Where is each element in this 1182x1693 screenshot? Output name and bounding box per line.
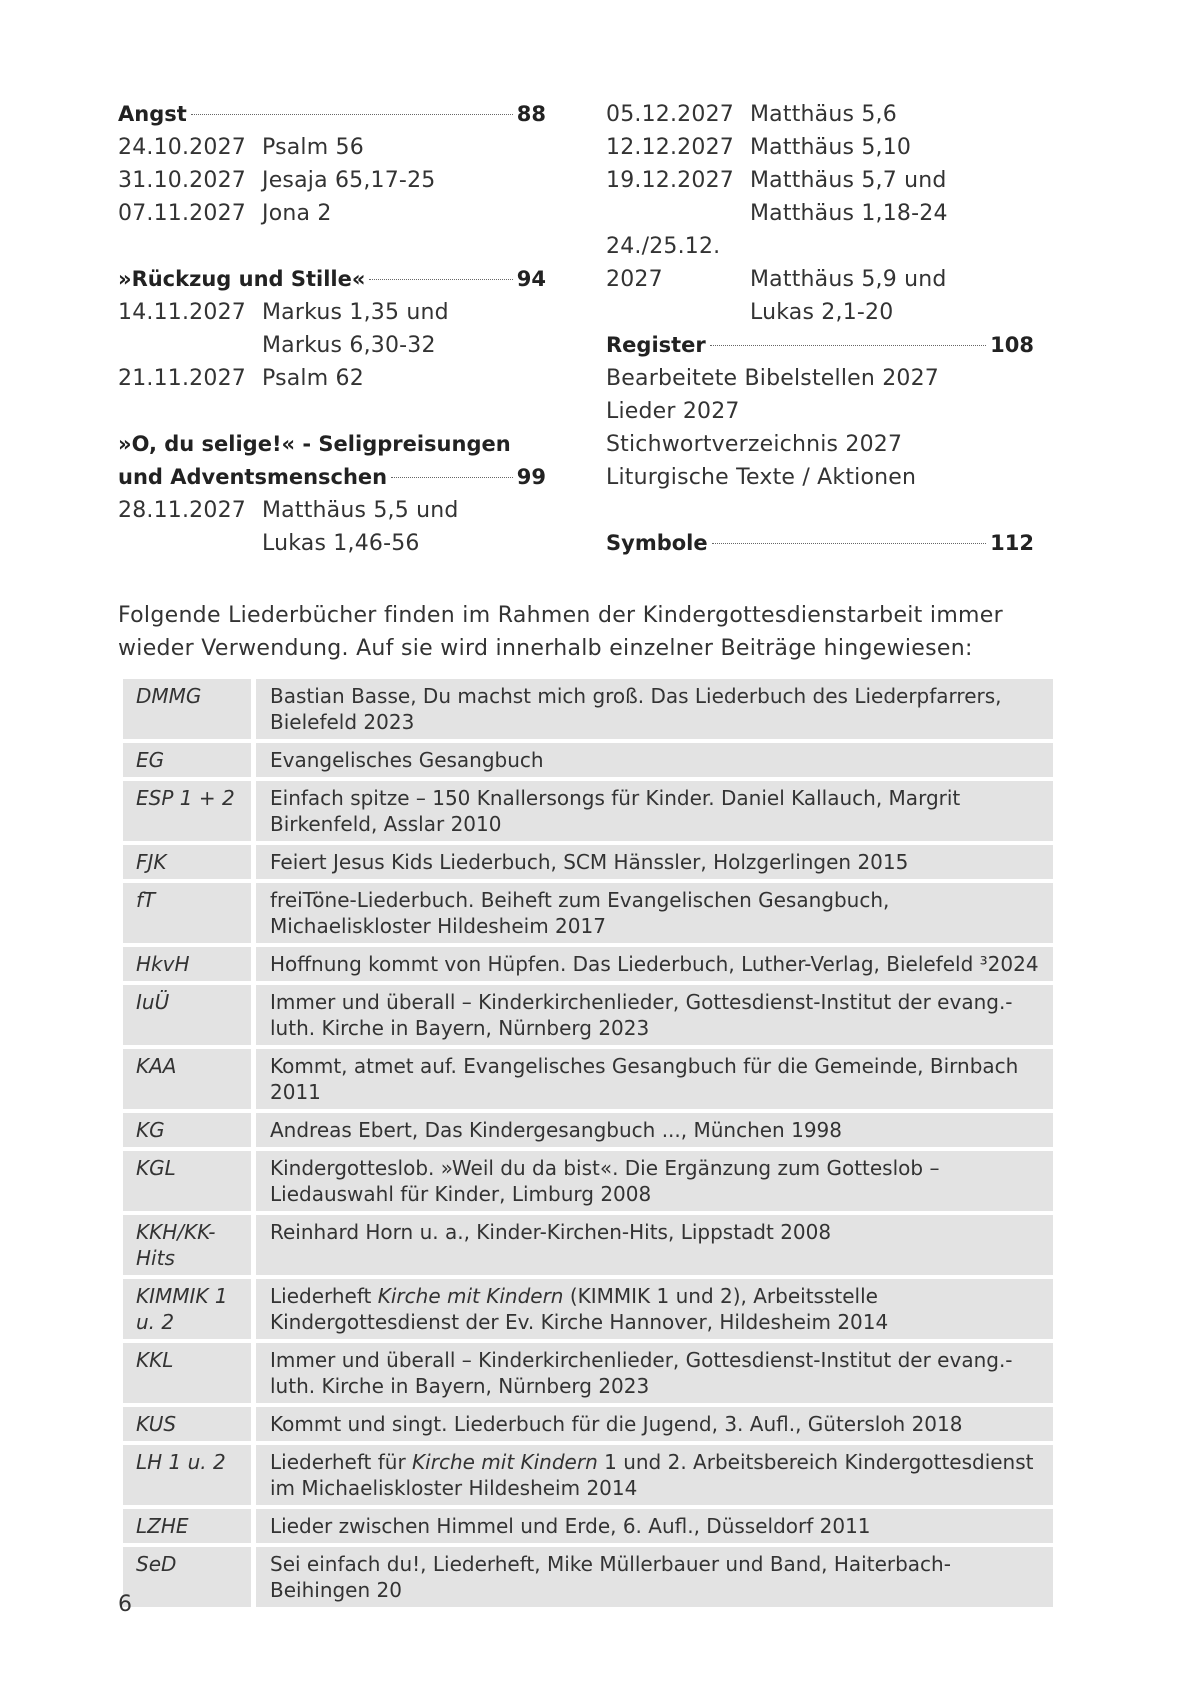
page-number: 6 bbox=[118, 1592, 132, 1617]
songbook-abbreviation: DMMG bbox=[123, 679, 251, 739]
songbook-description: Liederheft für Kirche mit Kindern 1 und 2. Arbeitsbereich Kindergottesdienst im Michaeliskloster Hildesheim 2014 bbox=[256, 1445, 1053, 1505]
songbook-abbreviation: KKL bbox=[123, 1343, 251, 1403]
songbook-abbreviation: IuÜ bbox=[123, 985, 251, 1045]
intro-paragraph: Folgende Liederbücher finden im Rahmen der Kindergottesdienstarbeit immer wieder Verwendung. Auf sie wird innerhalb einzelner Beiträge hingewiesen: bbox=[118, 603, 1003, 661]
table-row bbox=[123, 1343, 1053, 1403]
toc-entry: 14.11.2027 Markus 1,35 und bbox=[118, 300, 449, 325]
toc-heading-register[interactable]: Register 108 bbox=[606, 329, 1034, 362]
songbook-abbreviation: FJK bbox=[123, 845, 251, 879]
toc-heading-line1[interactable]: »O, du selige!« - Seligpreisungen bbox=[118, 432, 511, 456]
toc-heading[interactable]: Angst 88 bbox=[118, 98, 546, 131]
table-row bbox=[123, 1547, 1053, 1607]
toc-entry: 21.11.2027 Psalm 62 bbox=[118, 366, 364, 391]
toc-heading[interactable]: und Adventsmenschen 99 bbox=[118, 461, 546, 494]
toc-right-column bbox=[606, 98, 1034, 560]
songbook-abbreviation: fT bbox=[123, 883, 251, 943]
leader-dots bbox=[391, 477, 513, 478]
table-row bbox=[123, 985, 1053, 1045]
songbook-abbreviation: LH 1 u. 2 bbox=[123, 1445, 251, 1505]
songbook-description: freiTöne-Liederbuch. Beiheft zum Evangelischen Gesangbuch, Michaeliskloster Hildesheim 2017 bbox=[256, 883, 1053, 943]
table-row bbox=[123, 1215, 1053, 1275]
table-row bbox=[123, 1407, 1053, 1441]
songbook-description: Reinhard Horn u. a., Kinder-Kirchen-Hits, Lippstadt 2008 bbox=[256, 1215, 1053, 1275]
toc-entry: 28.11.2027 Matthäus 5,5 und bbox=[118, 498, 459, 523]
songbook-description: Bastian Basse, Du machst mich groß. Das Liederbuch des Liederpfarrers, Bielefeld 2023 bbox=[256, 679, 1053, 739]
songbook-description: Hoffnung kommt von Hüpfen. Das Liederbuch, Luther-Verlag, Bielefeld ³2024 bbox=[256, 947, 1053, 981]
songbook-description: Sei einfach du!, Liederheft, Mike Müllerbauer und Band, Haiterbach-Beihingen 20 bbox=[256, 1547, 1053, 1607]
songbook-description: Immer und überall – Kinderkirchenlieder, Gottesdienst-Institut der evang.-luth. Kirche in Bayern, Nürnberg 2023 bbox=[256, 985, 1053, 1045]
table-row bbox=[123, 1279, 1053, 1339]
songbook-description: Immer und überall – Kinderkirchenlieder, Gottesdienst-Institut der evang.-luth. Kirche in Bayern, Nürnberg 2023 bbox=[256, 1343, 1053, 1403]
songbook-description: Lieder zwischen Himmel und Erde, 6. Aufl., Düsseldorf 2011 bbox=[256, 1509, 1053, 1543]
table-row bbox=[123, 883, 1053, 943]
toc-page-number: 88 bbox=[516, 102, 546, 126]
songbook-abbreviation: SeD bbox=[123, 1547, 251, 1607]
songbook-abbreviation: HkvH bbox=[123, 947, 251, 981]
toc-entry: 31.10.2027 Jesaja 65,17-25 bbox=[118, 168, 436, 193]
table-row bbox=[123, 845, 1053, 879]
leader-dots bbox=[712, 543, 987, 544]
songbook-description: Liederheft Kirche mit Kindern (KIMMIK 1 und 2), Arbeitsstelle Kindergottesdienst der Ev. Kirche Hannover, Hildesheim 2014 bbox=[256, 1279, 1053, 1339]
toc-heading[interactable]: »Rückzug und Stille« 94 bbox=[118, 263, 546, 296]
songbook-description: Feiert Jesus Kids Liederbuch, SCM Hänssler, Holzgerlingen 2015 bbox=[256, 845, 1053, 879]
songbook-abbreviation: KKH/KK-Hits bbox=[123, 1215, 251, 1275]
toc-entry-continued: Matthäus 1,18-24 bbox=[750, 201, 948, 226]
toc-page-number: 94 bbox=[516, 267, 546, 291]
table-row bbox=[123, 1049, 1053, 1109]
toc-entry: 12.12.2027 Matthäus 5,10 bbox=[606, 135, 912, 160]
songbook-abbreviation: KG bbox=[123, 1113, 251, 1147]
table-row bbox=[123, 1445, 1053, 1505]
table-row bbox=[123, 1509, 1053, 1543]
songbook-description: Kindergotteslob. »Weil du da bist«. Die Ergänzung zum Gotteslob – Liedauswahl für Kinder, Limburg 2008 bbox=[256, 1151, 1053, 1211]
songbook-description: Kommt und singt. Liederbuch für die Jugend, 3. Aufl., Gütersloh 2018 bbox=[256, 1407, 1053, 1441]
table-row bbox=[123, 743, 1053, 777]
leader-dots bbox=[369, 279, 512, 280]
toc-left-column bbox=[118, 98, 546, 560]
toc-entry: 19.12.2027 Matthäus 5,7 und bbox=[606, 168, 947, 193]
table-row bbox=[123, 679, 1053, 739]
songbook-description: Kommt, atmet auf. Evangelisches Gesangbuch für die Gemeinde, Birnbach 2011 bbox=[256, 1049, 1053, 1109]
table-row bbox=[123, 947, 1053, 981]
songbook-abbreviation: KIMMIK 1 u. 2 bbox=[123, 1279, 251, 1339]
toc-page-number: 108 bbox=[990, 333, 1034, 357]
songbook-abbreviation: KAA bbox=[123, 1049, 251, 1109]
toc-entry: 07.11.2027 Jona 2 bbox=[118, 201, 332, 226]
songbook-abbreviation: LZHE bbox=[123, 1509, 251, 1543]
register-item: Bearbeitete Bibelstellen 2027 bbox=[606, 366, 940, 391]
toc-entry-continued: Lukas 2,1-20 bbox=[750, 300, 894, 325]
toc-page-number: 99 bbox=[516, 465, 546, 489]
songbook-table bbox=[123, 679, 1053, 1611]
songbook-abbreviation: EG bbox=[123, 743, 251, 777]
songbook-abbreviation: KUS bbox=[123, 1407, 251, 1441]
songbook-description: Evangelisches Gesangbuch bbox=[256, 743, 1053, 777]
leader-dots bbox=[710, 345, 986, 346]
toc-entry-continued: Markus 6,30-32 bbox=[262, 333, 436, 358]
songbook-description: Einfach spitze – 150 Knallersongs für Kinder. Daniel Kallauch, Margrit Birkenfeld, Asslar 2010 bbox=[256, 781, 1053, 841]
songbook-abbreviation: ESP 1 + 2 bbox=[123, 781, 251, 841]
register-item: Lieder 2027 bbox=[606, 399, 740, 424]
leader-dots bbox=[191, 114, 513, 115]
register-item: Liturgische Texte / Aktionen bbox=[606, 465, 917, 490]
table-row bbox=[123, 1151, 1053, 1211]
toc-page-number: 112 bbox=[990, 531, 1034, 555]
toc-entry: 05.12.2027 Matthäus 5,6 bbox=[606, 102, 897, 127]
register-item: Stichwortverzeichnis 2027 bbox=[606, 432, 903, 457]
toc-entry: 2027 Matthäus 5,9 und bbox=[606, 267, 947, 292]
songbook-description: Andreas Ebert, Das Kindergesangbuch ..., München 1998 bbox=[256, 1113, 1053, 1147]
table-row bbox=[123, 781, 1053, 841]
toc-entry-date: 24./25.12. bbox=[606, 234, 721, 259]
songbook-abbreviation: KGL bbox=[123, 1151, 251, 1211]
toc-entry-continued: Lukas 1,46-56 bbox=[262, 531, 420, 556]
toc-entry: 24.10.2027 Psalm 56 bbox=[118, 135, 364, 160]
toc-heading-symbole[interactable]: Symbole 112 bbox=[606, 527, 1034, 560]
table-row bbox=[123, 1113, 1053, 1147]
